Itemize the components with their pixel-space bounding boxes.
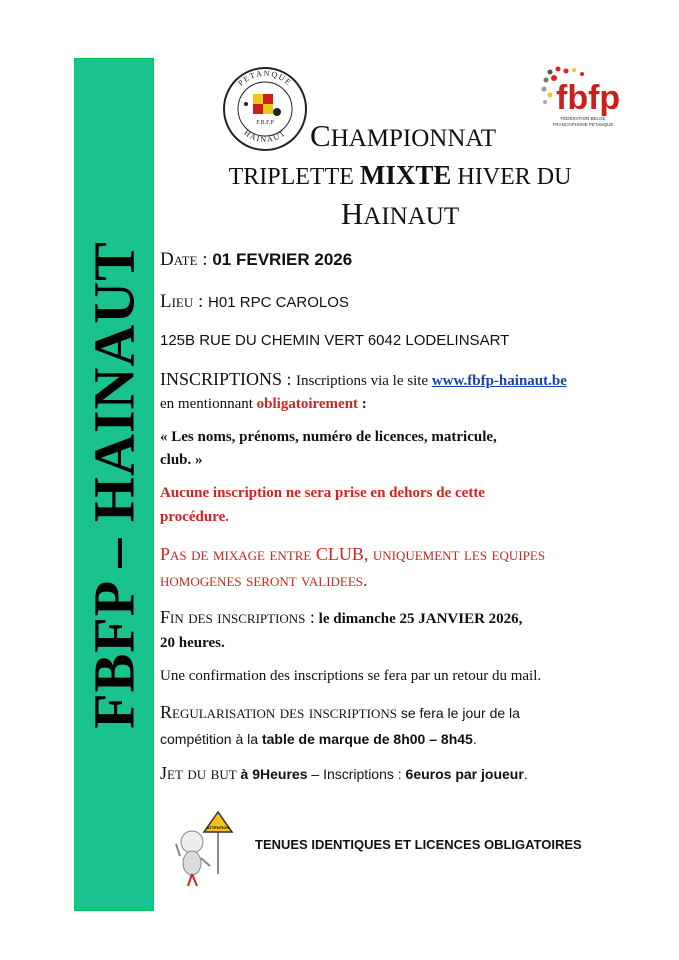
confirmation-line: Une confirmation des inscriptions se fera par un retour du mail. <box>160 668 542 684</box>
svg-text:FÉDÉRATION BELGE: FÉDÉRATION BELGE <box>560 116 606 121</box>
title-line-3: HAINAUT <box>340 196 460 231</box>
emblem-mid-text: F.B.F.P <box>256 120 274 126</box>
title-line-1: CHAMPIONNAT <box>310 118 496 153</box>
svg-text:ATTENTION: ATTENTION <box>206 825 230 830</box>
quote-line-2: club. » <box>160 452 203 468</box>
fin-line-2: 20 heures. <box>160 635 225 651</box>
emblem-bottom-text: HAINAUT <box>242 128 288 145</box>
date-label: Date : <box>160 249 208 270</box>
inscriptions-line: INSCRIPTIONS : Inscriptions via le site www.fbfp-hainaut.be <box>160 369 567 389</box>
title-line-2: TRIPLETTE MIXTE HIVER DU <box>228 160 572 190</box>
regularisation-label: Regularisation des inscriptions <box>160 702 397 722</box>
mixage-line-1: Pas de mixage entre CLUB, uniquement les equipes <box>160 544 546 564</box>
mixage-line-2: homogenes seront validees. <box>160 570 368 590</box>
quote-line-1: « Les noms, prénoms, numéro de licences, matricule, <box>160 429 497 445</box>
lieu-value: H01 RPC CAROLOS <box>208 294 349 311</box>
sidebar-title: FBFP – HAINAUT <box>81 240 147 729</box>
warning-line-1: Aucune inscription ne sera prise en dehors de cette <box>160 485 485 501</box>
warning-line-2: procédure. <box>160 509 230 525</box>
jet-line: Jet du but à 9Heures – Inscriptions : 6euros par joueur. <box>160 763 528 783</box>
notice-text: TENUES IDENTIQUES ET LICENCES OBLIGATOIRES <box>255 837 582 852</box>
inscriptions-line-2: en mentionnant obligatoirement : <box>160 396 367 412</box>
regularisation-line-1: Regularisation des inscriptions se fera le jour de la <box>160 702 520 722</box>
address-line: 125B RUE DU CHEMIN VERT 6042 LODELINSART <box>160 332 510 349</box>
fin-label: Fin des inscriptions : <box>160 607 315 627</box>
lieu-line <box>160 291 349 313</box>
regularisation-line-2: compétition à la table de marque de 8h00 – 8h45. <box>160 731 477 747</box>
date-value: 01 FEVRIER 2026 <box>212 250 353 269</box>
sidebar-banner <box>74 58 154 911</box>
fbfp-logo-text: fbfp <box>556 79 621 117</box>
date-line <box>160 249 352 271</box>
svg-text:FRANCOPHONE PÉTANQUE: FRANCOPHONE PÉTANQUE <box>552 122 614 127</box>
lieu-label: Lieu : <box>160 291 204 312</box>
emblem-top-text: PETANQUE <box>236 68 294 88</box>
inscriptions-label: INSCRIPTIONS : <box>160 369 292 389</box>
jet-label: Jet du but <box>160 763 237 783</box>
attention-figure-icon <box>170 808 240 890</box>
fin-line-1: Fin des inscriptions : le dimanche 25 JANVIER 2026, <box>160 607 523 627</box>
website-link[interactable]: www.fbfp-hainaut.be <box>431 373 567 389</box>
